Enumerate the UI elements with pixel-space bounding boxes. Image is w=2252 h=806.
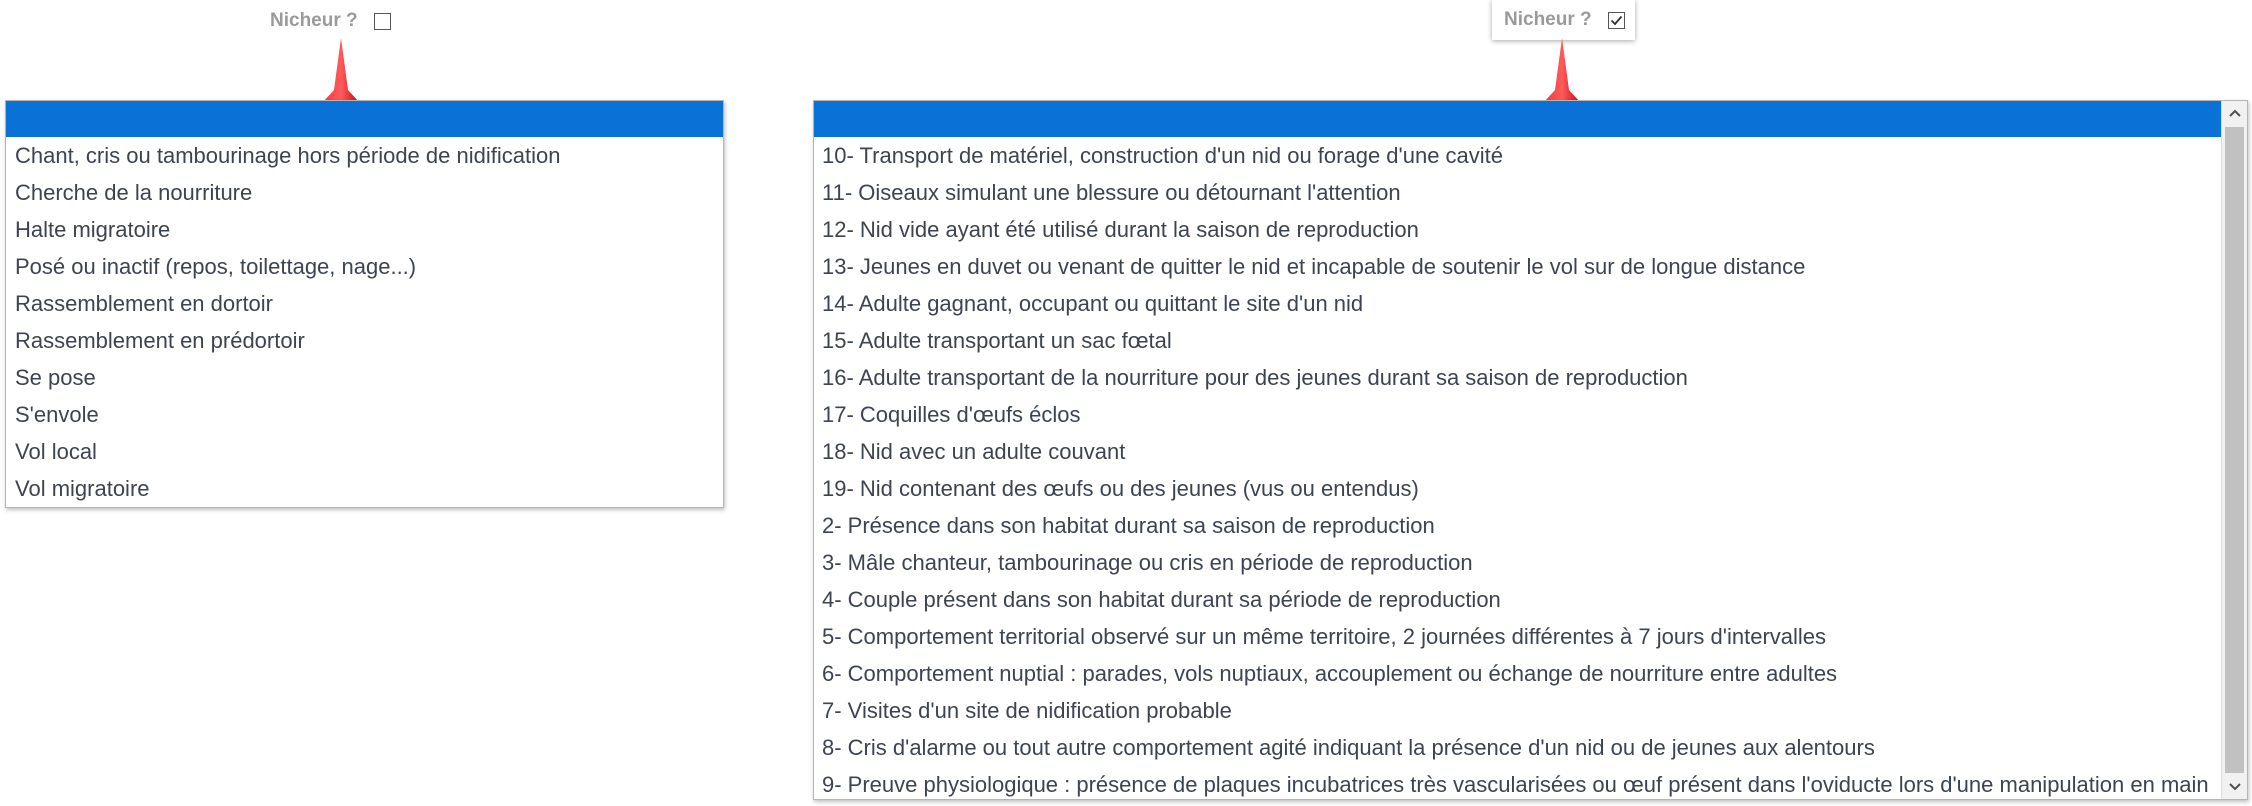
nicheur-label-right: Nicheur ? bbox=[1504, 9, 1592, 30]
list-option[interactable]: 7- Visites d'un site de nidification probable bbox=[822, 698, 1232, 723]
list-option[interactable]: 12- Nid vide ayant été utilisé durant la saison de reproduction bbox=[822, 217, 1419, 242]
list-option[interactable]: 3- Mâle chanteur, tambourinage ou cris en période de reproduction bbox=[822, 550, 1473, 575]
list-option[interactable]: 10- Transport de matériel, construction d'un nid ou forage d'une cavité bbox=[822, 143, 1504, 168]
chevron-up-icon[interactable] bbox=[2222, 101, 2247, 125]
list-option[interactable]: 15- Adulte transportant un sac fœtal bbox=[822, 328, 1172, 353]
list-option[interactable]: Posé ou inactif (repos, toilettage, nage...) bbox=[15, 254, 417, 279]
list-option[interactable]: 18- Nid avec un adulte couvant bbox=[822, 439, 1126, 464]
list-option[interactable]: 14- Adulte gagnant, occupant ou quittant le site d'un nid bbox=[822, 291, 1364, 316]
vertical-scrollbar[interactable] bbox=[2221, 101, 2247, 799]
list-option[interactable]: Chant, cris ou tambourinage hors période de nidification bbox=[15, 143, 561, 168]
scrollbar-thumb[interactable] bbox=[2225, 127, 2244, 773]
nicheur-label-left: Nicheur ? bbox=[270, 10, 358, 31]
list-option[interactable]: Rassemblement en prédortoir bbox=[15, 328, 305, 353]
nicheur-checkbox-left[interactable] bbox=[374, 13, 391, 30]
list-option[interactable]: 13- Jeunes en duvet ou venant de quitter le nid et incapable de soutenir le vol sur de longue distance bbox=[822, 254, 1806, 279]
list-option[interactable]: 6- Comportement nuptial : parades, vols nuptiaux, accouplement ou échange de nourriture entre adultes bbox=[822, 661, 1838, 686]
breeding-code-listbox[interactable] bbox=[813, 100, 2248, 800]
list-option[interactable]: Se pose bbox=[15, 365, 96, 390]
option-list bbox=[814, 137, 2247, 800]
selected-option-bar[interactable] bbox=[6, 101, 723, 137]
nicheur-toggle-right bbox=[1492, 0, 1635, 40]
list-option[interactable]: 8- Cris d'alarme ou tout autre comportement agité indiquant la présence d'un nid ou de jeunes aux alentours bbox=[822, 735, 1875, 760]
list-option[interactable]: 16- Adulte transportant de la nourriture pour des jeunes durant sa saison de reproduction bbox=[822, 365, 1688, 390]
behavior-listbox[interactable] bbox=[5, 100, 724, 508]
chevron-down-icon[interactable] bbox=[2222, 775, 2247, 799]
list-option[interactable]: Halte migratoire bbox=[15, 217, 171, 242]
list-option[interactable]: 9- Preuve physiologique : présence de plaques incubatrices très vascularisées ou œuf présent dans l'oviducte lors d'une manipulation en main bbox=[822, 772, 2209, 797]
selected-option-bar[interactable] bbox=[814, 101, 2221, 137]
option-list bbox=[6, 137, 723, 507]
list-option[interactable]: 5- Comportement territorial observé sur un même territoire, 2 journées différentes à 7 jours d'intervalles bbox=[822, 624, 1827, 649]
list-option[interactable]: 2- Présence dans son habitat durant sa saison de reproduction bbox=[822, 513, 1435, 538]
list-option[interactable]: Cherche de la nourriture bbox=[15, 180, 253, 205]
list-option[interactable]: 17- Coquilles d'œufs éclos bbox=[822, 402, 1081, 427]
list-option[interactable]: Vol migratoire bbox=[15, 476, 150, 501]
nicheur-toggle-left bbox=[270, 1, 391, 41]
list-option[interactable]: Rassemblement en dortoir bbox=[15, 291, 274, 316]
list-option[interactable]: S'envole bbox=[15, 402, 99, 427]
list-option[interactable]: Vol local bbox=[15, 439, 97, 464]
list-option[interactable]: 11- Oiseaux simulant une blessure ou détournant l'attention bbox=[822, 180, 1401, 205]
nicheur-checkbox-right[interactable] bbox=[1608, 12, 1625, 29]
list-option[interactable]: 19- Nid contenant des œufs ou des jeunes (vus ou entendus) bbox=[822, 476, 1419, 501]
list-option[interactable]: 4- Couple présent dans son habitat durant sa période de reproduction bbox=[822, 587, 1501, 612]
check-icon bbox=[1610, 15, 1623, 26]
